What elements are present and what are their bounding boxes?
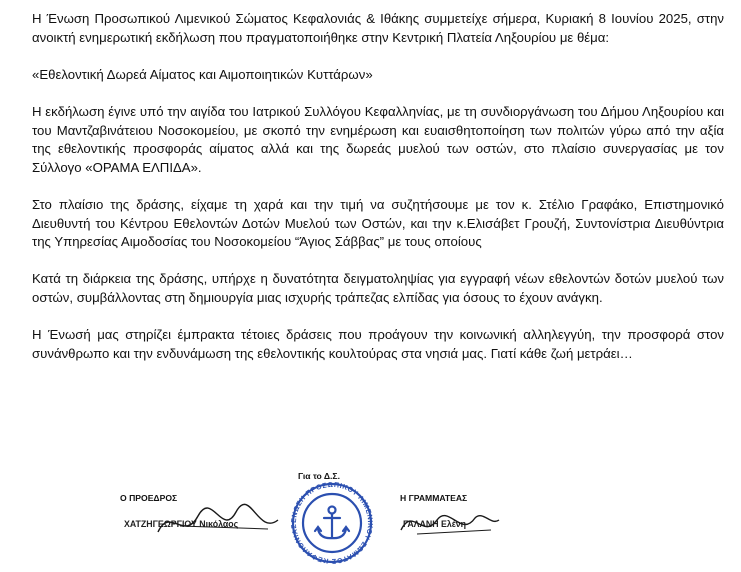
secretary-title: Η ΓΡΑΜΜΑΤΕΑΣ [400,493,468,503]
closing-paragraph: Η Ένωσή μας στηρίζει έμπρακτα τέτοιες δράσεις που προάγουν την κοινωνική αλληλεγγύη, την προσφορά στον συνάνθρωπο και την ενδυνάμωση της εθελοντικής κουλτούρας στα νησιά μας. Γιατί κάθε ζωή μετράει… [32,327,724,361]
for-board-label: Για το Δ.Σ. [298,471,340,481]
event-description-paragraph: Η εκδήλωση έγινε υπό την αιγίδα του Ιατρικού Συλλόγου Κεφαλληνίας, με τη συνδιοργάνωση του Δήμου Ληξουρίου και του Μαντζαβινάτειου Νοσοκομείου, με σκοπό την ενημέρωση και ευαισθητοποίηση των πολιτών γύρω από την αξία της εθελοντικής προσφοράς αίματος αλλά και της δωρεάς μυελού των οστών, στο πλαίσιο συνεργασίας με τον Σύλλογο «ΟΡΑΜΑ ΕΛΠΙΔΑ». [32,103,724,175]
secretary-name: ΓΑΛΑΝΗ Ελένη [403,519,467,529]
svg-text:ΕΝΩΣΗ ΠΡΟΣΩΠΙΚΟΥ ΛΙΜΕΝΙΚΟΥ ΣΩΜ [268,482,373,564]
president-name: ΧΑΤΖΗΓΕΩΡΓΙΟΥ Νικόλαος [124,519,239,529]
discussion-paragraph: Στο πλαίσιο της δράσης, είχαμε τη χαρά και την τιμή να συζητήσουμε με τον κ. Στέλιο Γραφάκο, Επιστημονικό Διευθυντή του Κέντρου Εθελοντών Δοτών Μυελού των Οστών, και την κ.Ελισάβετ Γρουζή, Συντονίστρια Διευθύντρια της Υπηρεσίας Αιμοδοσίας του Νοσοκομείου “Άγιος Σάββας” με τους οποίους [32,196,724,250]
sampling-paragraph: Κατά τη διάρκεια της δράσης, υπήρχε η δυνατότητα δειγματοληψίας για εγγραφή νέων εθελοντών δοτών μυελού των οστών, συμβάλλοντας στη δημιουργία μιας ισχυρής τράπεζας ελπίδας για όσους το έχουν ανάγκη. [32,271,724,305]
official-stamp [268,482,396,564]
document-body [32,10,724,382]
event-title: «Εθελοντική Δωρεά Αίματος και Αιμοποιητικών Κυττάρων» [32,66,373,82]
stamp-ring-text: ΕΝΩΣΗ ΠΡΟΣΩΠΙΚΟΥ ΛΙΜΕΝΙΚΟΥ ΣΩΜΑΤΟΣ ΚΕΦΑΛΟΝΙΑΣ [290,482,374,564]
stamp-seal-icon [268,482,396,564]
president-title: Ο ΠΡΟΕΔΡΟΣ [120,493,178,503]
intro-paragraph: Η Ένωση Προσωπικού Λιμενικού Σώματος Κεφαλονιάς & Ιθάκης συμμετείχε σήμερα, Κυριακή 8 Ιουνίου 2025, στην ανοικτή ενημερωτική εκδήλωση που πραγματοποιήθηκε στην Κεντρική Πλατεία Ληξουρίου με θέμα: [32,11,724,45]
